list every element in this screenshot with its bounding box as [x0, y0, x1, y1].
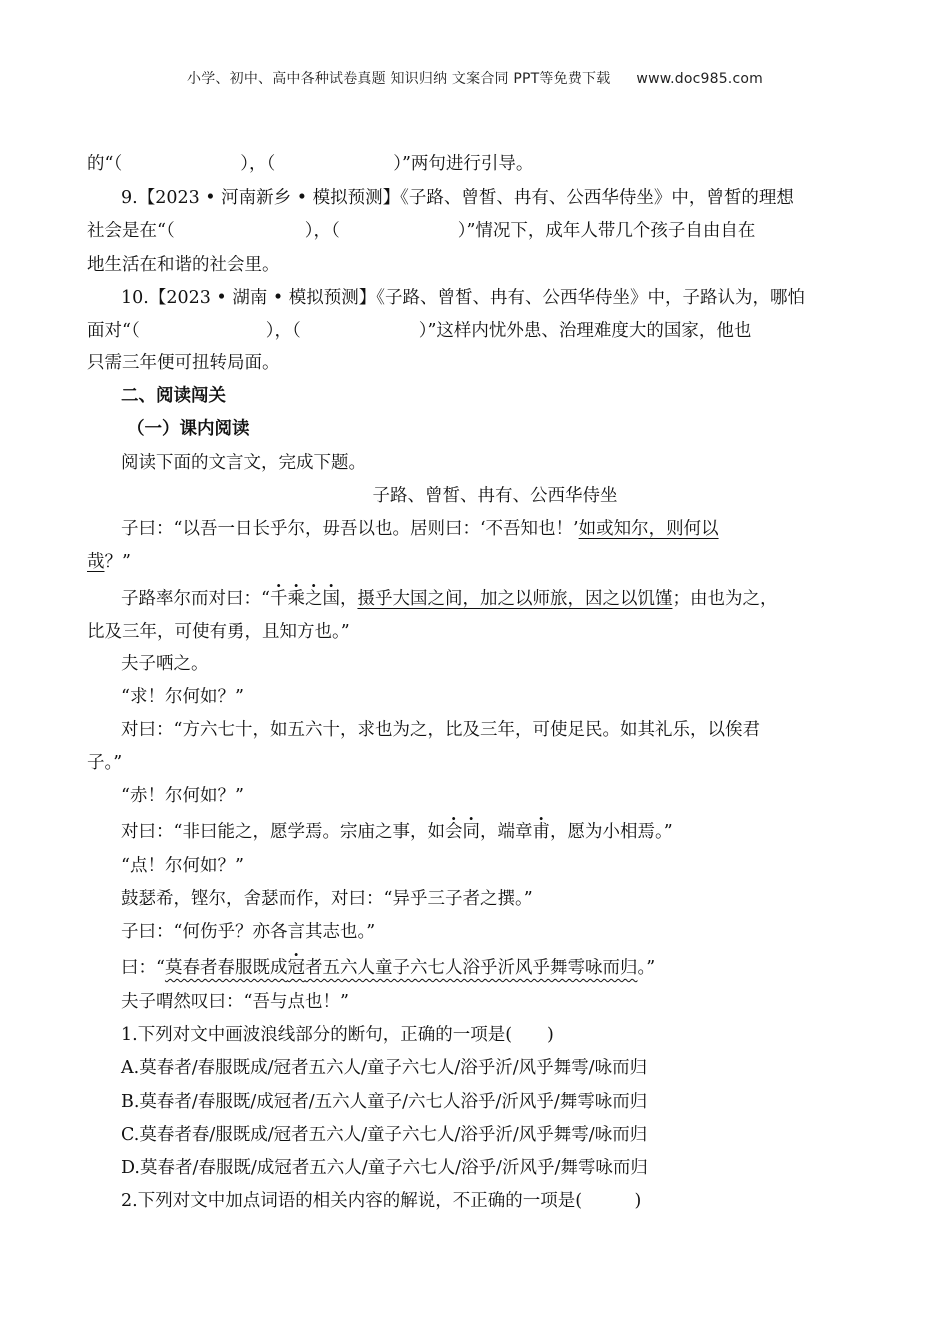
text: 子曰：“以吾一日长乎尔，毋吾以也。居则曰：‘不吾知也！’: [121, 519, 579, 539]
dotted-phrase: [287, 958, 305, 978]
header-site-link[interactable]: www.doc985.com: [636, 71, 763, 87]
header-text: 小学、初中、高中各种试卷真题 知识归纳 文案合同 PPT等免费下载: [187, 71, 611, 87]
dotted-phrase: [532, 822, 550, 842]
question-9-line-2: [87, 219, 755, 243]
text: ），（: [304, 221, 340, 241]
passage-line: 夫子喟然叹曰：“吾与点也！”: [121, 992, 349, 1012]
dotted-char: 国: [322, 589, 340, 609]
option-a[interactable]: A.莫春者/春服既成/冠者五六人/童子六七人/浴乎沂/风乎舞雩/咏而归: [121, 1058, 648, 1078]
wavy-underlined-text: 莫春者春服既成: [164, 958, 288, 978]
passage-line: [87, 550, 131, 574]
dotted-char: 千: [269, 589, 288, 609]
dotted-char: 会: [444, 822, 463, 842]
text: 。”: [637, 958, 656, 978]
dotted-phrase: [270, 589, 340, 609]
question-9-line-3: 地生活在和谐的社会里。: [87, 255, 280, 275]
dotted-char: 冠: [287, 958, 305, 978]
passage-line: “点！尔何如？”: [121, 856, 244, 876]
passage-line: [121, 956, 655, 980]
text: ）”两句进行引导。: [393, 154, 534, 174]
passage-line: “求！尔何如？”: [121, 687, 244, 707]
subsection-heading: （一）课内阅读: [127, 419, 250, 439]
passage-line: [121, 517, 719, 541]
instruction: 阅读下面的文言文，完成下题。: [121, 453, 366, 473]
text: ），（: [240, 154, 276, 174]
text: ，愿为小相焉。”: [549, 822, 673, 842]
question-10-line-3: 只需三年便可扭转局面。: [87, 353, 280, 373]
question-10-line-2: [87, 319, 751, 343]
dotted-char: 甫: [532, 822, 550, 842]
text: ；由也为之，: [672, 589, 778, 609]
passage-line: 夫子哂之。: [121, 654, 209, 674]
text: ）”这样内忧外患、治理难度大的国家，他也: [418, 321, 752, 341]
dotted-char: 同: [462, 822, 480, 842]
underlined-text: 哉: [87, 552, 105, 572]
text: 面对“（: [87, 321, 140, 341]
dotted-char: 乘: [287, 589, 305, 609]
passage-line: [121, 587, 777, 611]
option-d[interactable]: D.莫春者/春服既/成冠者五六人/童子六七人/浴乎/沂风乎/舞雩咏而归: [121, 1158, 648, 1178]
passage-line: 子曰：“何伤乎？亦各言其志也。”: [121, 922, 376, 942]
wavy-underlined-text: [287, 958, 305, 978]
dotted-phrase: [445, 822, 480, 842]
passage-line: 鼓瑟希，铿尔，舍瑟而作，对曰：“异乎三子者之撰。”: [121, 889, 533, 909]
passage-line: [121, 820, 673, 844]
text: ，: [339, 589, 358, 609]
text: ？”: [104, 552, 131, 572]
option-c[interactable]: C.莫春者春/服既成/冠者五六人/童子六七人/浴乎沂/风乎舞雩/咏而归: [121, 1125, 648, 1145]
passage-line: 比及三年，可使有勇，且知方也。”: [87, 622, 350, 642]
passage-line: 子。”: [87, 753, 123, 773]
text: ，端章: [479, 822, 533, 842]
dotted-char: 之: [304, 589, 323, 609]
option-b[interactable]: B.莫春者/春服既/成冠者/五六人童子/六七人浴乎/沂风乎/舞雩咏而归: [121, 1092, 648, 1112]
passage-line: 对曰：“方六七十，如五六十，求也为之，比及三年，可使足民。如其礼乐，以俟君: [121, 720, 760, 740]
text: 曰：“: [121, 958, 165, 978]
wavy-underlined-text: 者五六人童子六七人浴乎沂风乎舞雩咏而归: [304, 958, 638, 978]
passage-line: “赤！尔何如？”: [121, 786, 244, 806]
question-2: 2.下列对文中加点词语的相关内容的解说，不正确的一项是( ): [121, 1191, 642, 1211]
page-header: [0, 68, 950, 88]
fill-blank-line: [87, 152, 533, 176]
question-9-line-1: 9.【2023 • 河南新乡 • 模拟预测】《子路、曾皙、冉有、公西华侍坐》中，曾皙的理想: [121, 188, 794, 208]
text: 的“（: [87, 154, 123, 174]
section-heading: 二、阅读闯关: [121, 386, 226, 406]
text: 对曰：“非曰能之，愿学焉。宗庙之事，如: [121, 822, 445, 842]
text: ）”情况下，成年人带几个孩子自由自在: [457, 221, 756, 241]
question-1: 1.下列对文中画波浪线部分的断句，正确的一项是( ): [121, 1025, 554, 1045]
underlined-text: 摄乎大国之间，加之以师旅，因之以饥馑: [357, 589, 673, 609]
underlined-text: 如或知尔，则何以: [578, 519, 719, 539]
text: 子路率尔而对曰：“: [121, 589, 270, 609]
passage-title: 子路、曾皙、冉有、公西华侍坐: [372, 486, 618, 506]
text: ），（: [265, 321, 301, 341]
text: 社会是在“（: [87, 221, 175, 241]
question-10-line-1: 10.【2023 • 湖南 • 模拟预测】《子路、曾皙、冉有、公西华侍坐》中，子路认为，哪怕: [121, 288, 806, 308]
